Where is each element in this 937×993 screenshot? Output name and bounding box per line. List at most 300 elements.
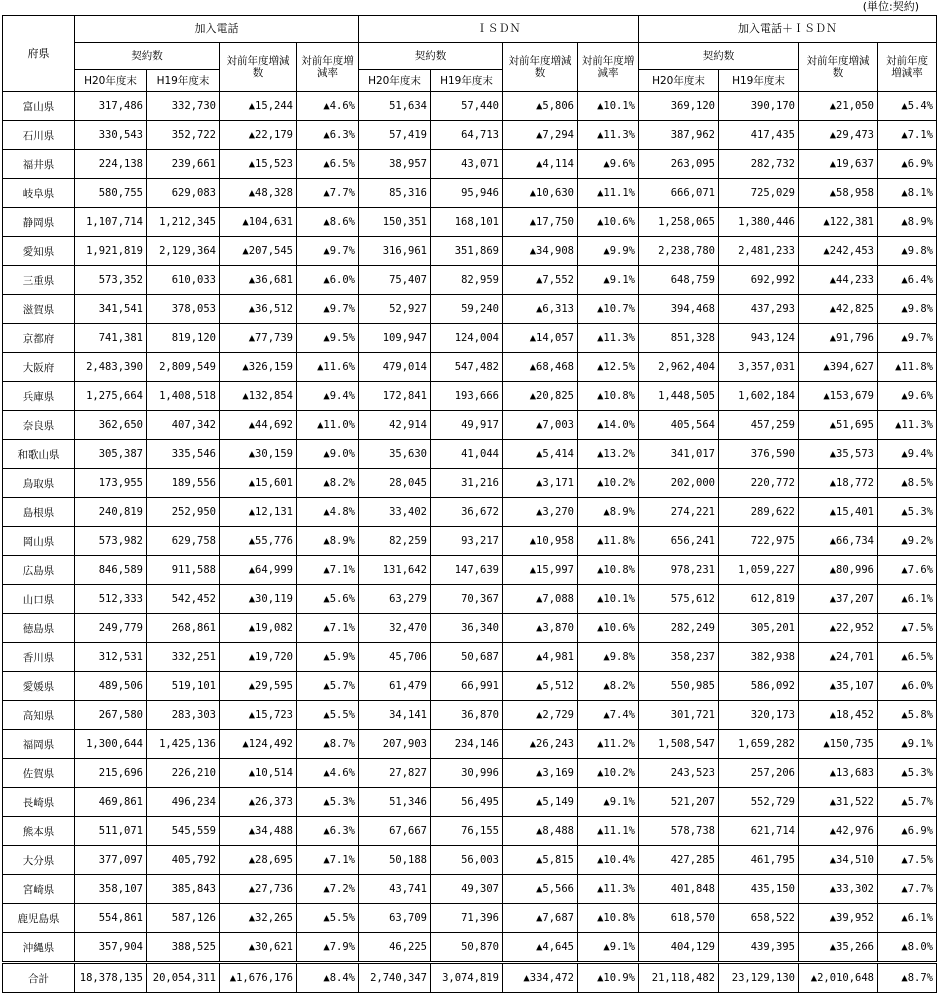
h20-value-cell: 51,346 xyxy=(359,788,431,817)
h19-value-cell: 320,173 xyxy=(719,701,799,730)
table-row xyxy=(3,614,937,643)
prefecture-cell: 香川県 xyxy=(3,643,75,672)
h20-value-cell: 42,914 xyxy=(359,411,431,440)
h19-value-cell: 1,602,184 xyxy=(719,382,799,411)
h19-value-cell: 257,206 xyxy=(719,759,799,788)
h20-value-cell: 489,506 xyxy=(75,672,147,701)
h19-value-cell: 30,996 xyxy=(431,759,503,788)
h20-value-cell: 2,483,390 xyxy=(75,353,147,382)
yoy-rate-cell: ▲8.9% xyxy=(578,498,639,527)
yoy-rate-cell: ▲7.7% xyxy=(878,875,937,904)
h19-value-cell: 50,870 xyxy=(431,933,503,963)
yoy-change-cell: ▲18,772 xyxy=(799,469,878,498)
prefecture-cell: 愛知県 xyxy=(3,237,75,266)
h20-value-cell: 580,755 xyxy=(75,179,147,208)
yoy-rate-cell: ▲9.1% xyxy=(578,788,639,817)
yoy-rate-cell: ▲10.2% xyxy=(578,469,639,498)
h19-value-cell: 95,946 xyxy=(431,179,503,208)
table-row xyxy=(3,933,937,963)
table-row xyxy=(3,208,937,237)
prefecture-cell: 富山県 xyxy=(3,92,75,121)
yoy-change-cell: ▲15,997 xyxy=(503,556,578,585)
yoy-rate-cell: ▲7.1% xyxy=(297,614,359,643)
h20-value-cell: 51,634 xyxy=(359,92,431,121)
h19-header: H19年度末 xyxy=(719,70,799,92)
h19-value-cell: 70,367 xyxy=(431,585,503,614)
yoy-rate-cell: ▲11.1% xyxy=(578,179,639,208)
h20-value-cell: 172,841 xyxy=(359,382,431,411)
h19-value-cell: 189,556 xyxy=(147,469,220,498)
h20-value-cell: 575,612 xyxy=(639,585,719,614)
h19-value-cell: 49,917 xyxy=(431,411,503,440)
yoy-rate-cell: ▲7.4% xyxy=(578,701,639,730)
h19-value-cell: 352,722 xyxy=(147,121,220,150)
group-header-isdn: ＩＳＤＮ xyxy=(359,16,639,43)
yoy-change-cell: ▲58,958 xyxy=(799,179,878,208)
yoy-rate-cell: ▲11.2% xyxy=(578,730,639,759)
yoy-change-cell: ▲242,453 xyxy=(799,237,878,266)
yoy-rate-cell: ▲8.7% xyxy=(878,963,937,993)
yoy-rate-cell: ▲7.5% xyxy=(878,614,937,643)
h20-value-cell: 550,985 xyxy=(639,672,719,701)
table-row xyxy=(3,846,937,875)
yoy-change-cell: ▲10,630 xyxy=(503,179,578,208)
h20-value-cell: 35,630 xyxy=(359,440,431,469)
h19-value-cell: 20,054,311 xyxy=(147,963,220,993)
yoy-rate-cell: ▲10.7% xyxy=(578,295,639,324)
yoy-change-cell: ▲36,681 xyxy=(220,266,297,295)
yoy-change-cell: ▲15,523 xyxy=(220,150,297,179)
yoy-change-cell: ▲207,545 xyxy=(220,237,297,266)
yoy-rate-cell: ▲9.0% xyxy=(297,440,359,469)
yoy-rate-cell: ▲7.5% xyxy=(878,846,937,875)
yoy-rate-cell: ▲9.7% xyxy=(297,237,359,266)
yoy-rate-cell: ▲9.4% xyxy=(297,382,359,411)
yoy-change-cell: ▲5,414 xyxy=(503,440,578,469)
yoy-change-cell: ▲7,552 xyxy=(503,266,578,295)
prefecture-header: 府県 xyxy=(3,16,75,92)
yoy-rate-cell: ▲11.0% xyxy=(297,411,359,440)
h19-value-cell: 612,819 xyxy=(719,585,799,614)
prefecture-cell: 岐阜県 xyxy=(3,179,75,208)
h20-value-cell: 33,402 xyxy=(359,498,431,527)
h19-value-cell: 629,758 xyxy=(147,527,220,556)
yoy-change-cell: ▲64,999 xyxy=(220,556,297,585)
h19-value-cell: 36,870 xyxy=(431,701,503,730)
h20-value-cell: 263,095 xyxy=(639,150,719,179)
yoy-change-cell: ▲66,734 xyxy=(799,527,878,556)
group-header-fixed-phone: 加入電話 xyxy=(75,16,359,43)
h20-value-cell: 427,285 xyxy=(639,846,719,875)
yoy-change-cell: ▲30,621 xyxy=(220,933,297,963)
h19-value-cell: 147,639 xyxy=(431,556,503,585)
h19-value-cell: 629,083 xyxy=(147,179,220,208)
yoy-rate-cell: ▲4.6% xyxy=(297,92,359,121)
yoy-rate-cell: ▲8.7% xyxy=(297,730,359,759)
h19-value-cell: 332,730 xyxy=(147,92,220,121)
yoy-rate-cell: ▲5.8% xyxy=(878,701,937,730)
h20-value-cell: 38,957 xyxy=(359,150,431,179)
table-body xyxy=(3,92,937,993)
h19-value-cell: 376,590 xyxy=(719,440,799,469)
yoy-change-cell: ▲26,373 xyxy=(220,788,297,817)
h20-value-cell: 512,333 xyxy=(75,585,147,614)
h19-value-cell: 76,155 xyxy=(431,817,503,846)
yoy-rate-cell: ▲6.0% xyxy=(297,266,359,295)
yoy-change-cell: ▲5,512 xyxy=(503,672,578,701)
yoy-change-cell: ▲42,825 xyxy=(799,295,878,324)
yoy-change-cell: ▲10,958 xyxy=(503,527,578,556)
yoy-change-cell: ▲394,627 xyxy=(799,353,878,382)
h19-value-cell: 305,201 xyxy=(719,614,799,643)
yoy-rate-cell: ▲11.8% xyxy=(878,353,937,382)
h19-value-cell: 282,732 xyxy=(719,150,799,179)
yoy-rate-cell: ▲8.9% xyxy=(297,527,359,556)
h19-value-cell: 168,101 xyxy=(431,208,503,237)
yoy-rate-header: 対前年度増減率 xyxy=(878,43,937,92)
table-row xyxy=(3,875,937,904)
yoy-rate-cell: ▲10.6% xyxy=(578,208,639,237)
prefecture-cell: 長崎県 xyxy=(3,788,75,817)
yoy-rate-cell: ▲7.1% xyxy=(297,846,359,875)
h20-value-cell: 554,861 xyxy=(75,904,147,933)
yoy-change-cell: ▲29,595 xyxy=(220,672,297,701)
h19-value-cell: 943,124 xyxy=(719,324,799,353)
h20-value-cell: 82,259 xyxy=(359,527,431,556)
h19-value-cell: 545,559 xyxy=(147,817,220,846)
yoy-change-cell: ▲33,302 xyxy=(799,875,878,904)
yoy-change-cell: ▲5,149 xyxy=(503,788,578,817)
h19-value-cell: 385,843 xyxy=(147,875,220,904)
h20-value-cell: 43,741 xyxy=(359,875,431,904)
h20-value-cell: 282,249 xyxy=(639,614,719,643)
h20-value-cell: 573,352 xyxy=(75,266,147,295)
yoy-rate-cell: ▲14.0% xyxy=(578,411,639,440)
h20-value-cell: 316,961 xyxy=(359,237,431,266)
yoy-change-cell: ▲77,739 xyxy=(220,324,297,353)
yoy-rate-cell: ▲10.8% xyxy=(578,382,639,411)
yoy-change-cell: ▲19,637 xyxy=(799,150,878,179)
yoy-change-cell: ▲12,131 xyxy=(220,498,297,527)
yoy-change-cell: ▲10,514 xyxy=(220,759,297,788)
h19-value-cell: 378,053 xyxy=(147,295,220,324)
yoy-change-cell: ▲55,776 xyxy=(220,527,297,556)
h20-header: H20年度末 xyxy=(75,70,147,92)
prefecture-cell: 宮崎県 xyxy=(3,875,75,904)
h20-value-cell: 150,351 xyxy=(359,208,431,237)
prefecture-cell: 大分県 xyxy=(3,846,75,875)
h20-value-cell: 404,129 xyxy=(639,933,719,963)
h20-value-cell: 50,188 xyxy=(359,846,431,875)
prefecture-cell: 徳島県 xyxy=(3,614,75,643)
yoy-change-cell: ▲5,566 xyxy=(503,875,578,904)
yoy-change-cell: ▲28,695 xyxy=(220,846,297,875)
yoy-rate-cell: ▲6.1% xyxy=(878,585,937,614)
yoy-change-cell: ▲19,720 xyxy=(220,643,297,672)
yoy-change-cell: ▲132,854 xyxy=(220,382,297,411)
yoy-change-cell: ▲122,381 xyxy=(799,208,878,237)
h19-value-cell: 2,809,549 xyxy=(147,353,220,382)
h20-value-cell: 377,097 xyxy=(75,846,147,875)
yoy-change-cell: ▲7,687 xyxy=(503,904,578,933)
h19-value-cell: 2,481,233 xyxy=(719,237,799,266)
yoy-rate-cell: ▲9.2% xyxy=(878,527,937,556)
yoy-change-cell: ▲1,676,176 xyxy=(220,963,297,993)
h20-value-cell: 511,071 xyxy=(75,817,147,846)
yoy-change-cell: ▲8,488 xyxy=(503,817,578,846)
h20-value-cell: 109,947 xyxy=(359,324,431,353)
h20-value-cell: 1,921,819 xyxy=(75,237,147,266)
contracts-header: 契約数 xyxy=(359,43,503,70)
yoy-change-cell: ▲20,825 xyxy=(503,382,578,411)
yoy-rate-cell: ▲9.6% xyxy=(878,382,937,411)
prefecture-cell: 大阪府 xyxy=(3,353,75,382)
h20-value-cell: 63,709 xyxy=(359,904,431,933)
yoy-rate-cell: ▲6.9% xyxy=(878,150,937,179)
h19-value-cell: 496,234 xyxy=(147,788,220,817)
table-row xyxy=(3,643,937,672)
yoy-change-cell: ▲4,114 xyxy=(503,150,578,179)
h19-value-cell: 82,959 xyxy=(431,266,503,295)
yoy-rate-header: 対前年度増減率 xyxy=(297,43,359,92)
yoy-rate-cell: ▲11.8% xyxy=(578,527,639,556)
yoy-change-cell: ▲4,981 xyxy=(503,643,578,672)
yoy-change-cell: ▲30,159 xyxy=(220,440,297,469)
yoy-change-cell: ▲34,488 xyxy=(220,817,297,846)
yoy-change-cell: ▲35,107 xyxy=(799,672,878,701)
prefecture-cell: 滋賀県 xyxy=(3,295,75,324)
yoy-rate-cell: ▲4.8% xyxy=(297,498,359,527)
table-row xyxy=(3,353,937,382)
yoy-rate-cell: ▲9.6% xyxy=(578,150,639,179)
yoy-change-cell: ▲35,266 xyxy=(799,933,878,963)
h19-value-cell: 461,795 xyxy=(719,846,799,875)
h19-value-cell: 49,307 xyxy=(431,875,503,904)
h19-value-cell: 722,975 xyxy=(719,527,799,556)
table-row xyxy=(3,150,937,179)
yoy-rate-cell: ▲6.3% xyxy=(297,121,359,150)
h19-header: H19年度末 xyxy=(147,70,220,92)
prefecture-cell: 高知県 xyxy=(3,701,75,730)
h19-value-cell: 692,992 xyxy=(719,266,799,295)
yoy-rate-cell: ▲6.3% xyxy=(297,817,359,846)
yoy-change-cell: ▲326,159 xyxy=(220,353,297,382)
yoy-rate-cell: ▲7.7% xyxy=(297,179,359,208)
h19-value-cell: 41,044 xyxy=(431,440,503,469)
h19-value-cell: 226,210 xyxy=(147,759,220,788)
h20-value-cell: 45,706 xyxy=(359,643,431,672)
yoy-rate-cell: ▲12.5% xyxy=(578,353,639,382)
h19-value-cell: 390,170 xyxy=(719,92,799,121)
h20-value-cell: 240,819 xyxy=(75,498,147,527)
h19-value-cell: 66,991 xyxy=(431,672,503,701)
yoy-change-cell: ▲15,601 xyxy=(220,469,297,498)
yoy-change-cell: ▲15,723 xyxy=(220,701,297,730)
h19-value-cell: 59,240 xyxy=(431,295,503,324)
yoy-change-cell: ▲3,169 xyxy=(503,759,578,788)
h20-value-cell: 330,543 xyxy=(75,121,147,150)
h20-value-cell: 394,468 xyxy=(639,295,719,324)
h20-value-cell: 85,316 xyxy=(359,179,431,208)
table-row xyxy=(3,121,937,150)
yoy-change-cell: ▲39,952 xyxy=(799,904,878,933)
h20-value-cell: 249,779 xyxy=(75,614,147,643)
yoy-rate-cell: ▲8.9% xyxy=(878,208,937,237)
h20-value-cell: 1,258,065 xyxy=(639,208,719,237)
table-row xyxy=(3,788,937,817)
h19-value-cell: 439,395 xyxy=(719,933,799,963)
table-row xyxy=(3,585,937,614)
h20-value-cell: 63,279 xyxy=(359,585,431,614)
yoy-rate-cell: ▲5.3% xyxy=(297,788,359,817)
h19-value-cell: 725,029 xyxy=(719,179,799,208)
h19-value-cell: 621,714 xyxy=(719,817,799,846)
h19-value-cell: 124,004 xyxy=(431,324,503,353)
h20-value-cell: 851,328 xyxy=(639,324,719,353)
table-row xyxy=(3,527,937,556)
yoy-change-cell: ▲19,082 xyxy=(220,614,297,643)
table-row xyxy=(3,440,937,469)
yoy-rate-cell: ▲5.7% xyxy=(878,788,937,817)
h20-value-cell: 978,231 xyxy=(639,556,719,585)
yoy-change-cell: ▲30,119 xyxy=(220,585,297,614)
h19-value-cell: 93,217 xyxy=(431,527,503,556)
h19-value-cell: 1,659,282 xyxy=(719,730,799,759)
h20-value-cell: 243,523 xyxy=(639,759,719,788)
prefecture-cell: 福岡県 xyxy=(3,730,75,759)
table-row xyxy=(3,701,937,730)
yoy-rate-cell: ▲4.6% xyxy=(297,759,359,788)
prefecture-cell: 石川県 xyxy=(3,121,75,150)
h19-value-cell: 220,772 xyxy=(719,469,799,498)
h20-value-cell: 67,667 xyxy=(359,817,431,846)
yoy-rate-cell: ▲7.1% xyxy=(878,121,937,150)
yoy-change-cell: ▲124,492 xyxy=(220,730,297,759)
yoy-change-cell: ▲27,736 xyxy=(220,875,297,904)
h20-value-cell: 656,241 xyxy=(639,527,719,556)
h20-value-cell: 666,071 xyxy=(639,179,719,208)
h19-value-cell: 193,666 xyxy=(431,382,503,411)
yoy-change-cell: ▲29,473 xyxy=(799,121,878,150)
table-row xyxy=(3,295,937,324)
table-row xyxy=(3,469,937,498)
table-row xyxy=(3,237,937,266)
h20-value-cell: 317,486 xyxy=(75,92,147,121)
h20-value-cell: 207,903 xyxy=(359,730,431,759)
yoy-rate-cell: ▲10.6% xyxy=(578,614,639,643)
yoy-change-cell: ▲153,679 xyxy=(799,382,878,411)
yoy-change-cell: ▲37,207 xyxy=(799,585,878,614)
table-row xyxy=(3,92,937,121)
h20-value-cell: 405,564 xyxy=(639,411,719,440)
yoy-change-header: 対前年度増減数 xyxy=(799,43,878,92)
yoy-change-cell: ▲4,645 xyxy=(503,933,578,963)
prefecture-cell: 広島県 xyxy=(3,556,75,585)
yoy-rate-cell: ▲6.4% xyxy=(878,266,937,295)
yoy-rate-cell: ▲9.1% xyxy=(878,730,937,759)
table-row xyxy=(3,817,937,846)
h19-value-cell: 283,303 xyxy=(147,701,220,730)
prefecture-cell: 島根県 xyxy=(3,498,75,527)
h19-value-cell: 1,212,345 xyxy=(147,208,220,237)
h19-value-cell: 23,129,130 xyxy=(719,963,799,993)
yoy-change-cell: ▲26,243 xyxy=(503,730,578,759)
h20-value-cell: 28,045 xyxy=(359,469,431,498)
yoy-change-cell: ▲15,401 xyxy=(799,498,878,527)
h20-value-cell: 358,237 xyxy=(639,643,719,672)
table-row xyxy=(3,672,937,701)
prefecture-cell: 熊本県 xyxy=(3,817,75,846)
yoy-change-cell: ▲13,683 xyxy=(799,759,878,788)
h19-value-cell: 2,129,364 xyxy=(147,237,220,266)
h19-value-cell: 407,342 xyxy=(147,411,220,440)
h20-value-cell: 34,141 xyxy=(359,701,431,730)
yoy-rate-cell: ▲11.3% xyxy=(578,875,639,904)
h19-value-cell: 1,059,227 xyxy=(719,556,799,585)
h20-value-cell: 173,955 xyxy=(75,469,147,498)
yoy-rate-cell: ▲9.5% xyxy=(297,324,359,353)
h19-value-cell: 36,672 xyxy=(431,498,503,527)
table-row xyxy=(3,498,937,527)
h20-value-cell: 1,275,664 xyxy=(75,382,147,411)
h19-value-cell: 268,861 xyxy=(147,614,220,643)
table-row xyxy=(3,556,937,585)
yoy-rate-cell: ▲13.2% xyxy=(578,440,639,469)
yoy-rate-cell: ▲5.4% xyxy=(878,92,937,121)
yoy-change-cell: ▲34,510 xyxy=(799,846,878,875)
h20-value-cell: 305,387 xyxy=(75,440,147,469)
h19-value-cell: 351,869 xyxy=(431,237,503,266)
prefecture-cell: 三重県 xyxy=(3,266,75,295)
h19-value-cell: 405,792 xyxy=(147,846,220,875)
total-row xyxy=(3,963,937,993)
table-row xyxy=(3,382,937,411)
yoy-change-cell: ▲91,796 xyxy=(799,324,878,353)
prefecture-cell: 鳥取県 xyxy=(3,469,75,498)
yoy-change-cell: ▲35,573 xyxy=(799,440,878,469)
h19-value-cell: 417,435 xyxy=(719,121,799,150)
h19-value-cell: 335,546 xyxy=(147,440,220,469)
table-row xyxy=(3,324,937,353)
yoy-change-cell: ▲104,631 xyxy=(220,208,297,237)
prefecture-cell: 愛媛県 xyxy=(3,672,75,701)
h20-value-cell: 61,479 xyxy=(359,672,431,701)
yoy-change-cell: ▲17,750 xyxy=(503,208,578,237)
h20-value-cell: 52,927 xyxy=(359,295,431,324)
yoy-change-cell: ▲7,088 xyxy=(503,585,578,614)
h20-value-cell: 846,589 xyxy=(75,556,147,585)
yoy-rate-cell: ▲10.8% xyxy=(578,556,639,585)
yoy-change-cell: ▲42,976 xyxy=(799,817,878,846)
h19-value-cell: 382,938 xyxy=(719,643,799,672)
h20-value-cell: 202,000 xyxy=(639,469,719,498)
h20-value-cell: 521,207 xyxy=(639,788,719,817)
h19-value-cell: 289,622 xyxy=(719,498,799,527)
yoy-rate-cell: ▲11.3% xyxy=(578,324,639,353)
yoy-rate-cell: ▲11.3% xyxy=(878,411,937,440)
yoy-change-cell: ▲334,472 xyxy=(503,963,578,993)
yoy-rate-cell: ▲5.5% xyxy=(297,701,359,730)
h20-value-cell: 32,470 xyxy=(359,614,431,643)
yoy-rate-cell: ▲7.6% xyxy=(878,556,937,585)
yoy-change-cell: ▲3,870 xyxy=(503,614,578,643)
yoy-rate-cell: ▲9.8% xyxy=(578,643,639,672)
h20-header: H20年度末 xyxy=(639,70,719,92)
h20-header: H20年度末 xyxy=(359,70,431,92)
yoy-change-cell: ▲3,270 xyxy=(503,498,578,527)
yoy-change-cell: ▲34,908 xyxy=(503,237,578,266)
h20-value-cell: 18,378,135 xyxy=(75,963,147,993)
